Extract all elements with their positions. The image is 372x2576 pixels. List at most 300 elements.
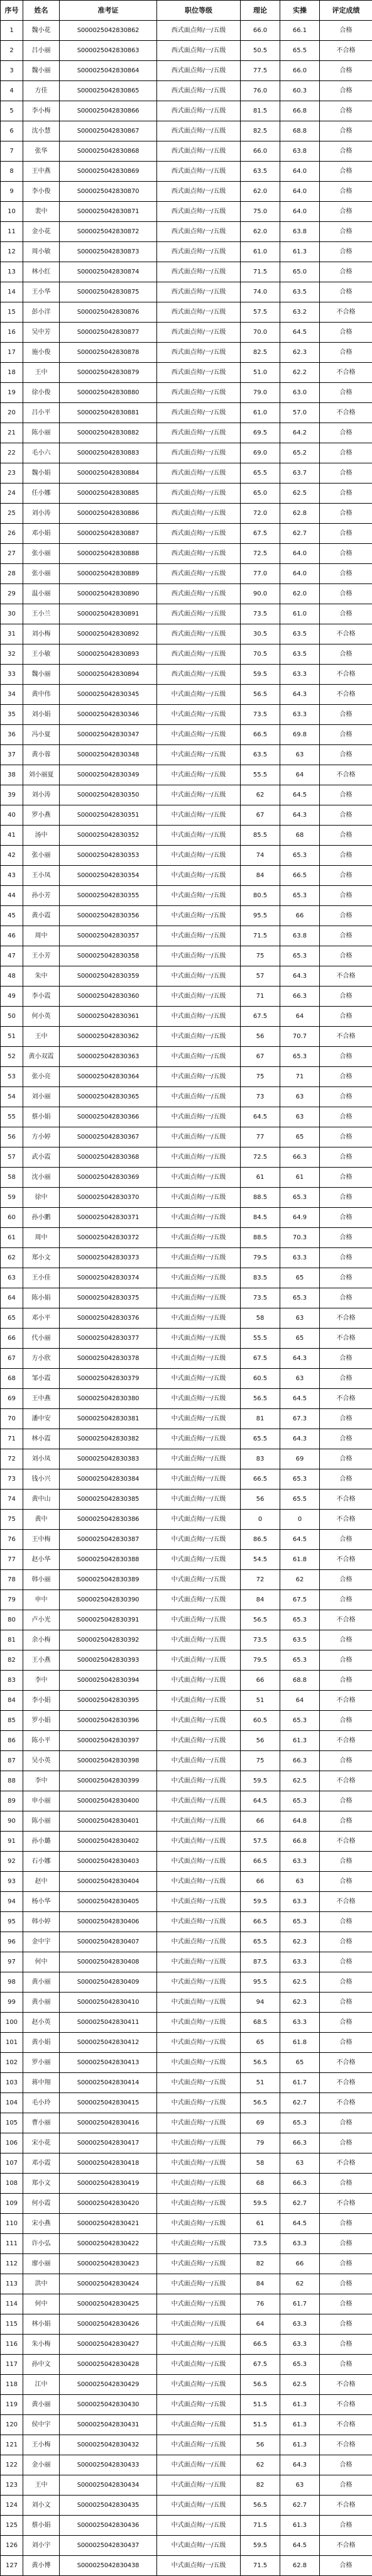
practical-score-cell: 70.3 — [280, 1228, 320, 1248]
exam-id-cell: S000025042830375 — [60, 1288, 157, 1308]
index-cell: 35 — [1, 705, 23, 725]
theory-score-cell: 51.5 — [241, 2395, 280, 2415]
table-row — [1, 2355, 372, 2375]
exam-id-cell: S000025042830415 — [60, 2093, 157, 2113]
table-row — [1, 846, 372, 866]
position-level-cell: 中式面点师/一/五级 — [157, 1852, 241, 1872]
exam-id-cell: S000025042830413 — [60, 2053, 157, 2073]
exam-id-cell: S000025042830347 — [60, 725, 157, 745]
practical-score-cell: 63.8 — [280, 222, 320, 242]
exam-id-cell: S000025042830426 — [60, 2314, 157, 2335]
position-level-cell: 中式面点师/一/五级 — [157, 987, 241, 1007]
exam-id-cell: S000025042830871 — [60, 202, 157, 222]
name-cell: 林小霞 — [23, 1429, 60, 1449]
practical-score-cell: 64.0 — [280, 162, 320, 182]
exam-id-cell: S000025042830370 — [60, 1188, 157, 1208]
practical-score-cell: 63.3 — [280, 705, 320, 725]
name-cell: 张小丽 — [23, 544, 60, 564]
table-row — [1, 2395, 372, 2415]
practical-score-cell: 65.3 — [280, 1650, 320, 1671]
practical-score-cell: 65.3 — [280, 886, 320, 906]
practical-score-cell: 65.3 — [280, 1791, 320, 1811]
name-cell: 张华 — [23, 141, 60, 162]
position-level-cell: 中式面点师/一/五级 — [157, 1449, 241, 1469]
practical-score-cell: 62.2 — [280, 363, 320, 383]
table-row — [1, 463, 372, 484]
exam-id-cell: S000025042830892 — [60, 624, 157, 644]
index-cell: 97 — [1, 1952, 23, 1972]
name-cell: 施小俊 — [23, 343, 60, 363]
exam-id-cell: S000025042830387 — [60, 1530, 157, 1550]
exam-id-cell: S000025042830431 — [60, 2415, 157, 2435]
table-row — [1, 1208, 372, 1228]
table-row — [1, 2113, 372, 2133]
theory-score-cell: 66.5 — [241, 2335, 280, 2355]
result-cell: 合格 — [320, 2335, 372, 2355]
table-row — [1, 644, 372, 665]
theory-score-cell: 84.5 — [241, 1208, 280, 1228]
table-row — [1, 1550, 372, 1570]
exam-id-cell: S000025042830877 — [60, 323, 157, 343]
index-cell: 74 — [1, 1490, 23, 1510]
practical-score-cell: 62.7 — [280, 2093, 320, 2113]
result-cell: 不合格 — [320, 2415, 372, 2435]
name-cell: 何中 — [23, 1952, 60, 1972]
practical-score-cell: 64.3 — [280, 685, 320, 705]
exam-id-cell: S000025042830352 — [60, 826, 157, 846]
name-cell: 沈小丽 — [23, 1168, 60, 1188]
table-row — [1, 2274, 372, 2294]
name-cell: 黄小丽 — [23, 1993, 60, 2013]
index-cell: 112 — [1, 2254, 23, 2274]
index-cell: 103 — [1, 2073, 23, 2093]
index-cell: 82 — [1, 1650, 23, 1671]
result-cell: 合格 — [320, 644, 372, 665]
exam-id-cell: S000025042830395 — [60, 1691, 157, 1711]
name-cell: 王小敏 — [23, 644, 60, 665]
table-row — [1, 1691, 372, 1711]
name-cell: 何小英 — [23, 1007, 60, 1027]
position-level-cell: 西式面点师/一/五级 — [157, 584, 241, 604]
position-level-cell: 中式面点师/一/五级 — [157, 1771, 241, 1791]
table-row — [1, 785, 372, 805]
index-cell: 127 — [1, 2556, 23, 2576]
table-row — [1, 1027, 372, 1047]
table-row — [1, 1067, 372, 1087]
table-row — [1, 262, 372, 282]
name-cell: 杨小华 — [23, 1892, 60, 1912]
name-cell: 曹小丽 — [23, 2113, 60, 2133]
table-row — [1, 323, 372, 343]
position-level-cell: 中式面点师/一/五级 — [157, 2395, 241, 2415]
exam-id-cell: S000025042830427 — [60, 2335, 157, 2355]
exam-id-cell: S000025042830878 — [60, 343, 157, 363]
name-cell: 廖小丽 — [23, 2254, 60, 2274]
exam-id-cell: S000025042830376 — [60, 1308, 157, 1329]
exam-id-cell: S000025042830408 — [60, 1952, 157, 1972]
position-level-cell: 中式面点师/一/五级 — [157, 2093, 241, 2113]
position-level-cell: 中式面点师/一/五级 — [157, 1329, 241, 1349]
practical-score-cell: 65 — [280, 2053, 320, 2073]
theory-score-cell: 63.5 — [241, 162, 280, 182]
index-cell: 20 — [1, 403, 23, 423]
table-row — [1, 1771, 372, 1791]
result-cell: 合格 — [320, 886, 372, 906]
table-row — [1, 2375, 372, 2395]
result-cell: 合格 — [320, 2294, 372, 2314]
index-cell: 123 — [1, 2475, 23, 2496]
exam-id-cell: S000025042830420 — [60, 2194, 157, 2214]
practical-score-cell: 64.3 — [280, 966, 320, 987]
practical-score-cell: 68.8 — [280, 1671, 320, 1691]
result-cell: 不合格 — [320, 685, 372, 705]
index-cell: 21 — [1, 423, 23, 443]
result-cell: 合格 — [320, 1047, 372, 1067]
practical-score-cell: 61.3 — [280, 242, 320, 262]
practical-score-cell: 61.3 — [280, 2516, 320, 2536]
name-cell: 林小娟 — [23, 2314, 60, 2335]
name-cell: 黄小双霞 — [23, 1047, 60, 1067]
table-row — [1, 1832, 372, 1852]
practical-score-cell: 63.3 — [280, 1892, 320, 1912]
index-cell: 71 — [1, 1429, 23, 1449]
table-row — [1, 1188, 372, 1208]
theory-score-cell: 83.5 — [241, 1268, 280, 1288]
index-cell: 126 — [1, 2536, 23, 2556]
result-cell: 合格 — [320, 1429, 372, 1449]
practical-score-cell: 62.5 — [280, 484, 320, 504]
result-cell: 合格 — [320, 987, 372, 1007]
index-cell: 53 — [1, 1067, 23, 1087]
theory-score-cell: 56.5 — [241, 2375, 280, 2395]
result-cell: 合格 — [320, 584, 372, 604]
practical-score-cell: 64.3 — [280, 805, 320, 826]
table-row — [1, 61, 372, 81]
result-cell: 合格 — [320, 423, 372, 443]
result-cell: 不合格 — [320, 1490, 372, 1510]
table-row — [1, 2556, 372, 2576]
practical-score-cell: 60.3 — [280, 81, 320, 101]
result-cell: 合格 — [320, 946, 372, 966]
practical-score-cell: 65.0 — [280, 262, 320, 282]
exam-id-cell: S000025042830865 — [60, 81, 157, 101]
result-cell: 合格 — [320, 323, 372, 343]
index-cell: 24 — [1, 484, 23, 504]
theory-score-cell: 68.5 — [241, 2013, 280, 2033]
index-cell: 78 — [1, 1570, 23, 1590]
index-cell: 43 — [1, 866, 23, 886]
result-cell: 合格 — [320, 1349, 372, 1369]
position-level-cell: 中式面点师/一/五级 — [157, 745, 241, 765]
header-theory: 理论 — [241, 1, 280, 21]
exam-id-cell: S000025042830419 — [60, 2174, 157, 2194]
index-cell: 15 — [1, 302, 23, 323]
index-cell: 3 — [1, 61, 23, 81]
practical-score-cell: 66.8 — [280, 101, 320, 121]
index-cell: 94 — [1, 1892, 23, 1912]
position-level-cell: 中式面点师/一/五级 — [157, 1127, 241, 1147]
practical-score-cell: 57.0 — [280, 403, 320, 423]
theory-score-cell: 66 — [241, 1872, 280, 1892]
name-cell: 邓小娟 — [23, 524, 60, 544]
practical-score-cell: 61.0 — [280, 604, 320, 624]
index-cell: 47 — [1, 946, 23, 966]
practical-score-cell: 63.0 — [280, 383, 320, 403]
table-row — [1, 423, 372, 443]
theory-score-cell: 67 — [241, 805, 280, 826]
position-level-cell: 中式面点师/一/五级 — [157, 2013, 241, 2033]
index-cell: 81 — [1, 1630, 23, 1650]
index-cell: 46 — [1, 926, 23, 946]
name-cell: 徐中 — [23, 1188, 60, 1208]
name-cell: 罗小丽 — [23, 2053, 60, 2073]
exam-id-cell: S000025042830398 — [60, 1751, 157, 1771]
index-cell: 77 — [1, 1550, 23, 1570]
position-level-cell: 中式面点师/一/五级 — [157, 1711, 241, 1731]
practical-score-cell: 62 — [280, 1570, 320, 1590]
position-level-cell: 西式面点师/一/五级 — [157, 302, 241, 323]
exam-id-cell: S000025042830377 — [60, 1329, 157, 1349]
exam-id-cell: S000025042830882 — [60, 423, 157, 443]
practical-score-cell: 62 — [280, 2274, 320, 2294]
position-level-cell: 西式面点师/一/五级 — [157, 564, 241, 584]
theory-score-cell: 73.5 — [241, 1630, 280, 1650]
practical-score-cell: 61.8 — [280, 1550, 320, 1570]
practical-score-cell: 64.5 — [280, 1530, 320, 1550]
exam-id-cell: S000025042830367 — [60, 1127, 157, 1147]
name-cell: 黄小娟 — [23, 2033, 60, 2053]
exam-id-cell: S000025042830374 — [60, 1268, 157, 1288]
exam-id-cell: S000025042830371 — [60, 1208, 157, 1228]
exam-id-cell: S000025042830378 — [60, 1349, 157, 1369]
table-row — [1, 685, 372, 705]
exam-id-cell: S000025042830880 — [60, 383, 157, 403]
practical-score-cell: 64.5 — [280, 1389, 320, 1409]
table-row — [1, 2214, 372, 2234]
name-cell: 刘小凤 — [23, 1449, 60, 1469]
result-cell: 合格 — [320, 1993, 372, 2013]
practical-score-cell: 65.3 — [280, 846, 320, 866]
table-row — [1, 2234, 372, 2254]
theory-score-cell: 73.5 — [241, 2234, 280, 2254]
index-cell: 22 — [1, 443, 23, 463]
exam-id-cell: S000025042830392 — [60, 1630, 157, 1650]
practical-score-cell: 62.5 — [280, 2375, 320, 2395]
practical-score-cell: 62.8 — [280, 504, 320, 524]
result-cell: 合格 — [320, 1087, 372, 1107]
table-row — [1, 966, 372, 987]
index-cell: 70 — [1, 1409, 23, 1429]
practical-score-cell: 65.5 — [280, 1490, 320, 1510]
practical-score-cell: 68.8 — [280, 121, 320, 141]
result-cell: 合格 — [320, 504, 372, 524]
position-level-cell: 西式面点师/一/五级 — [157, 323, 241, 343]
exam-id-cell: S000025042830407 — [60, 1932, 157, 1952]
result-cell: 合格 — [320, 1369, 372, 1389]
name-cell: 王中梅 — [23, 1530, 60, 1550]
index-cell: 66 — [1, 1329, 23, 1349]
result-cell: 合格 — [320, 81, 372, 101]
index-cell: 88 — [1, 1771, 23, 1791]
result-cell: 合格 — [320, 463, 372, 484]
index-cell: 41 — [1, 826, 23, 846]
position-level-cell: 中式面点师/一/五级 — [157, 1208, 241, 1228]
position-level-cell: 西式面点师/一/五级 — [157, 544, 241, 564]
index-cell: 108 — [1, 2174, 23, 2194]
theory-score-cell: 86.5 — [241, 1530, 280, 1550]
exam-id-cell: S000025042830394 — [60, 1671, 157, 1691]
practical-score-cell: 64 — [280, 765, 320, 785]
position-level-cell: 西式面点师/一/五级 — [157, 202, 241, 222]
theory-score-cell: 81.5 — [241, 101, 280, 121]
position-level-cell: 中式面点师/一/五级 — [157, 705, 241, 725]
name-cell: 黄小博 — [23, 2556, 60, 2576]
position-level-cell: 西式面点师/一/五级 — [157, 403, 241, 423]
name-cell: 蔡小娟 — [23, 2516, 60, 2536]
index-cell: 91 — [1, 1832, 23, 1852]
name-cell: 陈小丽 — [23, 423, 60, 443]
exam-id-cell: S000025042830356 — [60, 906, 157, 926]
name-cell: 罗小娟 — [23, 1711, 60, 1731]
result-cell: 合格 — [320, 2033, 372, 2053]
name-cell: 魏小花 — [23, 21, 60, 41]
table-row — [1, 1791, 372, 1811]
result-cell: 不合格 — [320, 1832, 372, 1852]
exam-id-cell: S000025042830363 — [60, 1047, 157, 1067]
theory-score-cell: 51.0 — [241, 363, 280, 383]
index-cell: 69 — [1, 1389, 23, 1409]
theory-score-cell: 75 — [241, 946, 280, 966]
result-cell: 合格 — [320, 1409, 372, 1429]
position-level-cell: 中式面点师/一/五级 — [157, 1268, 241, 1288]
exam-id-cell: S000025042830432 — [60, 2435, 157, 2455]
practical-score-cell: 65.3 — [280, 1469, 320, 1490]
result-cell: 合格 — [320, 443, 372, 463]
name-cell: 宋小花 — [23, 2133, 60, 2153]
practical-score-cell: 65 — [280, 1329, 320, 1349]
theory-score-cell: 79.5 — [241, 1650, 280, 1671]
practical-score-cell: 65.3 — [280, 2113, 320, 2133]
theory-score-cell: 82 — [241, 2254, 280, 2274]
theory-score-cell: 64.5 — [241, 1107, 280, 1127]
position-level-cell: 中式面点师/一/五级 — [157, 2355, 241, 2375]
theory-score-cell: 51 — [241, 1691, 280, 1711]
position-level-cell: 西式面点师/一/五级 — [157, 162, 241, 182]
theory-score-cell: 62 — [241, 785, 280, 805]
theory-score-cell: 95.5 — [241, 1972, 280, 1993]
table-row — [1, 2174, 372, 2194]
index-cell: 118 — [1, 2375, 23, 2395]
theory-score-cell: 60.5 — [241, 1369, 280, 1389]
result-cell: 合格 — [320, 906, 372, 926]
name-cell: 何中 — [23, 2294, 60, 2314]
index-cell: 87 — [1, 1751, 23, 1771]
position-level-cell: 中式面点师/一/五级 — [157, 2435, 241, 2455]
position-level-cell: 中式面点师/一/五级 — [157, 926, 241, 946]
table-row — [1, 81, 372, 101]
result-cell: 合格 — [320, 2254, 372, 2274]
practical-score-cell: 64.2 — [280, 423, 320, 443]
index-cell: 119 — [1, 2395, 23, 2415]
name-cell: 温小丽 — [23, 584, 60, 604]
index-cell: 42 — [1, 846, 23, 866]
name-cell: 方小欣 — [23, 1349, 60, 1369]
exam-id-cell: S000025042830874 — [60, 262, 157, 282]
position-level-cell: 西式面点师/一/五级 — [157, 363, 241, 383]
theory-score-cell: 75 — [241, 1067, 280, 1087]
practical-score-cell: 64.5 — [280, 2214, 320, 2234]
table-row — [1, 1389, 372, 1409]
result-cell: 合格 — [320, 1711, 372, 1731]
practical-score-cell: 64.5 — [280, 323, 320, 343]
result-cell: 合格 — [320, 1127, 372, 1147]
theory-score-cell: 61 — [241, 1168, 280, 1188]
result-cell: 合格 — [320, 282, 372, 302]
theory-score-cell: 65.5 — [241, 1429, 280, 1449]
index-cell: 98 — [1, 1972, 23, 1993]
practical-score-cell: 63 — [280, 1087, 320, 1107]
header-exam-id: 准考证 — [60, 1, 157, 21]
index-cell: 63 — [1, 1268, 23, 1288]
position-level-cell: 中式面点师/一/五级 — [157, 1369, 241, 1389]
name-cell: 申中 — [23, 1590, 60, 1610]
header-position-level: 职位等级 — [157, 1, 241, 21]
table-row — [1, 21, 372, 41]
theory-score-cell: 56 — [241, 1490, 280, 1510]
position-level-cell: 中式面点师/一/五级 — [157, 2194, 241, 2214]
practical-score-cell: 61.3 — [280, 2415, 320, 2435]
theory-score-cell: 94 — [241, 1993, 280, 2013]
name-cell: 钱小兴 — [23, 1469, 60, 1490]
table-row — [1, 1711, 372, 1731]
position-level-cell: 西式面点师/一/五级 — [157, 121, 241, 141]
table-row — [1, 1852, 372, 1872]
table-row — [1, 1671, 372, 1691]
result-cell: 合格 — [320, 61, 372, 81]
exam-id-cell: S000025042830388 — [60, 1550, 157, 1570]
theory-score-cell: 79 — [241, 2133, 280, 2153]
name-cell: 李中 — [23, 1671, 60, 1691]
result-cell: 合格 — [320, 1972, 372, 1993]
practical-score-cell: 66.3 — [280, 987, 320, 1007]
exam-id-cell: S000025042830430 — [60, 2395, 157, 2415]
result-cell: 合格 — [320, 564, 372, 584]
name-cell: 毛小玲 — [23, 2093, 60, 2113]
index-cell: 124 — [1, 2496, 23, 2516]
result-cell: 不合格 — [320, 1550, 372, 1570]
result-cell: 合格 — [320, 1791, 372, 1811]
exam-id-cell: S000025042830422 — [60, 2234, 157, 2254]
theory-score-cell: 82 — [241, 2475, 280, 2496]
table-row — [1, 604, 372, 624]
theory-score-cell: 64.5 — [241, 1791, 280, 1811]
theory-score-cell: 57 — [241, 966, 280, 987]
exam-id-cell: S000025042830410 — [60, 1993, 157, 2013]
practical-score-cell: 64 — [280, 1691, 320, 1711]
exam-id-cell: S000025042830357 — [60, 926, 157, 946]
name-cell: 王小燕 — [23, 1650, 60, 1671]
name-cell: 王小芳 — [23, 946, 60, 966]
name-cell: 金小丽 — [23, 2455, 60, 2475]
theory-score-cell: 59.5 — [241, 1771, 280, 1791]
theory-score-cell: 64 — [241, 2314, 280, 2335]
index-cell: 109 — [1, 2194, 23, 2214]
theory-score-cell: 65 — [241, 2033, 280, 2053]
table-row — [1, 725, 372, 745]
table-row — [1, 1288, 372, 1308]
theory-score-cell: 90.0 — [241, 584, 280, 604]
exam-id-cell: S000025042830887 — [60, 524, 157, 544]
